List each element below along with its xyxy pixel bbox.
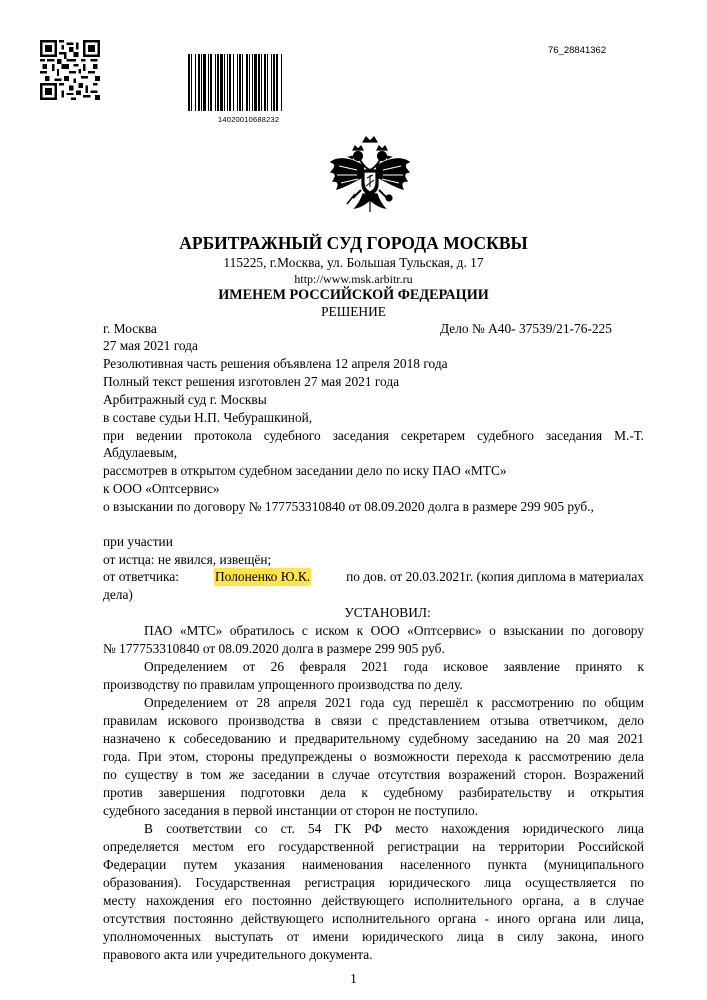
coat-of-arms-emblem (327, 134, 413, 220)
paragraph-line: месту нахождения его постоянно действующего исполнительного органа, а в случае (103, 893, 644, 908)
decision-date: 27 мая 2021 года (103, 338, 198, 353)
defendant-participation (103, 568, 644, 586)
participation-heading: при участии (103, 534, 173, 549)
document-id: 76_28841362 (548, 45, 607, 56)
claim-line: к ООО «Оптсервис» (103, 481, 220, 496)
paragraph-line: по существу в том же заседании в случае отсутствия возражений сторон. Возражений (103, 767, 644, 782)
paragraph-line: ПАО «МТС» обратилось с иском к ООО «Оптсервис» о взыскании по договору (144, 623, 644, 638)
paragraph-line: образования). Государственная регистрация юридического лица осуществляется по (103, 875, 644, 890)
established-heading: УСТАНОВИЛ: (344, 605, 431, 620)
paragraph-line: уполномоченных выступать от имени юридического лица в силу закона, иного (103, 929, 644, 944)
intro-line: Арбитражный суд г. Москвы (103, 392, 267, 407)
city: г. Москва (103, 321, 157, 336)
barcode (186, 54, 330, 111)
paragraph-line: года. При этом, стороны предупреждены о возможности перехода к рассмотрению дела (103, 749, 644, 764)
in-the-name-of-heading: ИМЕНЕМ РОССИЙСКОЙ ФЕДЕРАЦИИ (218, 287, 489, 303)
intro-line: в составе судьи Н.П. Чебурашкиной, (103, 410, 313, 425)
protocol-line: Абдулаевым, (103, 445, 178, 460)
court-website[interactable]: http://www.msk.arbitr.ru (294, 272, 413, 286)
paragraph-line: правового акта или учредительного документа. (103, 947, 373, 962)
document-type-heading: РЕШЕНИЕ (321, 304, 386, 319)
court-address: 115225, г.Москва, ул. Большая Тульская, д. 17 (223, 255, 484, 270)
page-number: 1 (350, 971, 357, 986)
intro-line: Полный текст решения изготовлен 27 мая 2021 года (103, 374, 400, 389)
paragraph-line: определяется местом его государственной регистрации на территории Российской (103, 839, 644, 854)
paragraph-line: против завершения подготовки дела к судебному разбирательству и открытия (103, 785, 644, 800)
paragraph-line: № 177753310840 от 08.09.2020 долга в размере 299 905 руб. (103, 641, 445, 656)
defendant-representative: Полоненко Ю.К. (215, 569, 311, 584)
paragraph-line: В соответствии со ст. 54 ГК РФ место нахождения юридического лица (144, 821, 644, 836)
paragraph-line: Федерации путем указания наименования населенного пункта (муниципального (103, 857, 644, 872)
barcode-number: 14020010688232 (218, 115, 280, 124)
defendant-suffix: по дов. от 20.03.2021г. (копия диплома в материалах (346, 569, 644, 584)
defendant-prefix: от ответчика: (103, 569, 179, 584)
paragraph-line: производству по правилам упрощенного производства по делу. (103, 677, 463, 692)
paragraph-line: судебного заседания в первой инстанции от сторон не поступило. (103, 803, 479, 818)
defendant-participation-cont: дела) (103, 587, 133, 602)
protocol-line: при ведении протокола судебного заседания секретарем судебного заседания М.-Т. (103, 428, 644, 443)
paragraph-line: назначено к собеседованию и предварительному судебному заседанию на 20 мая 2021 (103, 731, 644, 746)
case-number: Дело № А40- 37539/21-76-225 (440, 321, 612, 336)
claim-line: о взыскании по договору № 177753310840 от 08.09.2020 долга в размере 299 905 руб., (103, 499, 594, 514)
court-title: АРБИТРАЖНЫЙ СУД ГОРОДА МОСКВЫ (179, 233, 528, 253)
intro-line: Резолютивная часть решения объявлена 12 апреля 2018 года (103, 356, 448, 371)
qr-code (40, 40, 100, 100)
paragraph-line: Определением от 28 апреля 2021 года суд перешёл к рассмотрению по общим (144, 695, 644, 710)
paragraph-line: Определением от 26 февраля 2021 года исковое заявление принято к (144, 659, 644, 674)
paragraph-line: правилам искового производства в связи с представлением отзыва ответчиком, дело (103, 713, 644, 728)
claim-line: рассмотрев в открытом судебном заседании дело по иску ПАО «МТС» (103, 463, 507, 478)
paragraph-line: отсутствия постоянно действующего исполнительного органа - иного органа или лица, (103, 911, 644, 926)
plaintiff-participation: от истца: не явился, извещён; (103, 552, 272, 567)
